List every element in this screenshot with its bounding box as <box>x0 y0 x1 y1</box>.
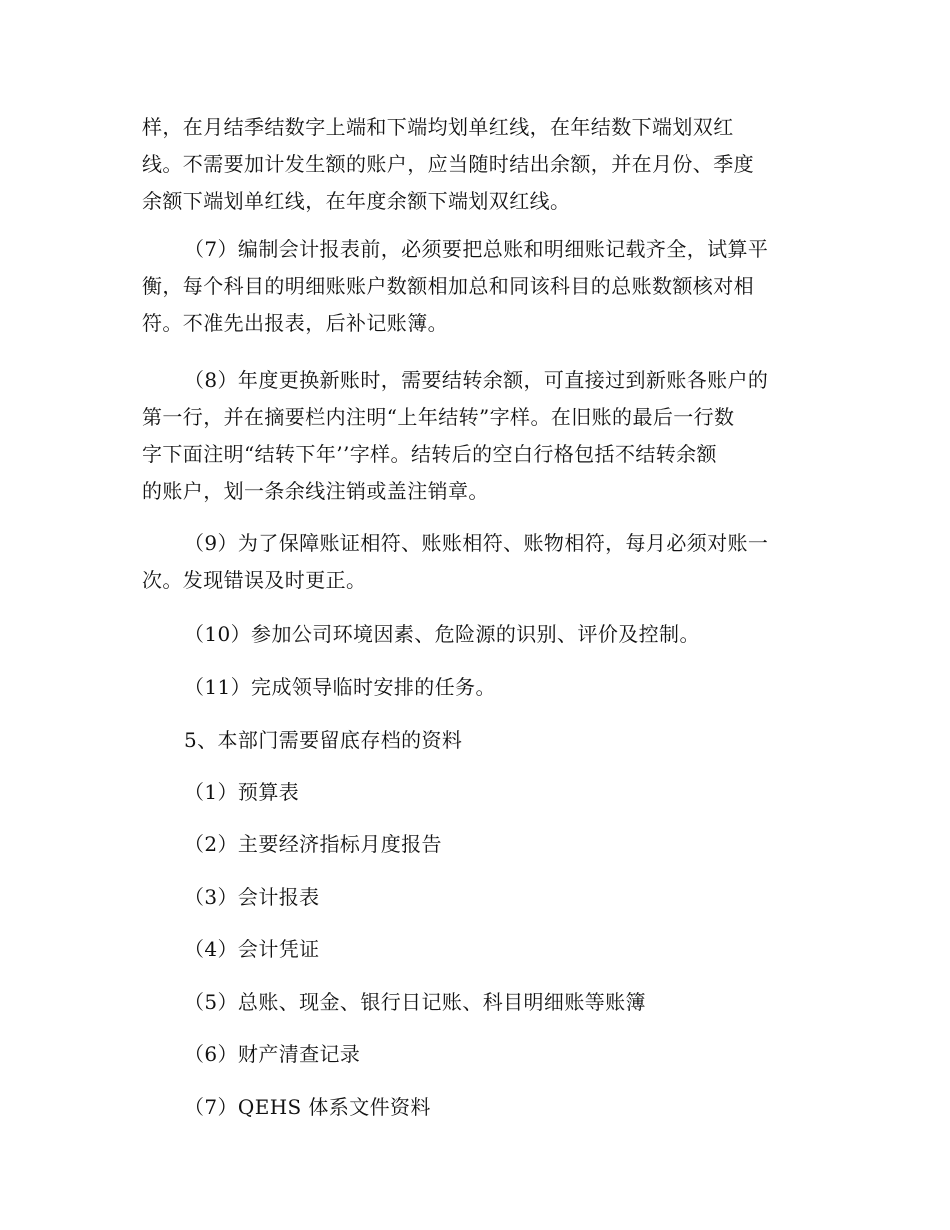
paragraph-line: 样，在月结季结数字上端和下端均划单红线，在年结数下端划双红 <box>142 115 734 139</box>
archive-list-item: （4）会计凭证 <box>184 937 320 961</box>
paragraph-7 <box>142 231 808 342</box>
paragraph-9 <box>142 525 808 599</box>
continuation-paragraph <box>142 109 808 220</box>
paragraph-line: 衡，每个科目的明细账账户数额相加总和同该科目的总账数额核对相 <box>142 274 754 298</box>
archive-list-item: （5）总账、现金、银行日记账、科目明细账等账簿 <box>184 990 646 1014</box>
paragraph-line: （8）年度更换新账时，需要结转余额，可直接过到新账各账户的 <box>184 368 769 392</box>
paragraph-line: 余额下端划单红线，在年度余额下端划双红线。 <box>142 189 571 213</box>
paragraph-10: （10）参加公司环境因素、危险源的识别、评价及控制。 <box>184 622 700 646</box>
paragraph-line: 字下面注明“结转下年’’字样。结转后的空白行格包括不结转余额 <box>142 442 717 466</box>
paragraph-11: （11）完成领导临时安排的任务。 <box>184 675 496 699</box>
paragraph-line: 的账户，划一条余线注销或盖注销章。 <box>142 479 489 503</box>
archive-list-item: （2）主要经济指标月度报告 <box>184 832 442 856</box>
archive-list-item: （7）QEHS 体系文件资料 <box>184 1095 431 1119</box>
paragraph-8 <box>142 362 808 510</box>
paragraph-line: 次。发现错误及时更正。 <box>142 568 367 592</box>
archive-list-item: （1）预算表 <box>184 780 300 804</box>
paragraph-line: 第一行，并在摘要栏内注明“上年结转”字样。在旧账的最后一行数 <box>142 405 735 429</box>
paragraph-line: （7）编制会计报表前，必须要把总账和明细账记载齐全，试算平 <box>184 237 769 261</box>
paragraph-line: 符。不准先出报表，后补记账簿。 <box>142 311 448 335</box>
paragraph-line: 线。不需要加计发生额的账户，应当随时结出余额，并在月份、季度 <box>142 152 754 176</box>
archive-list-item: （3）会计报表 <box>184 885 320 909</box>
paragraph-line: （9）为了保障账证相符、账账相符、账物相符，每月必须对账一 <box>184 531 769 555</box>
section-5-heading: 5、本部门需要留底存档的资料 <box>184 728 463 752</box>
archive-list-item: （6）财产清查记录 <box>184 1042 361 1066</box>
